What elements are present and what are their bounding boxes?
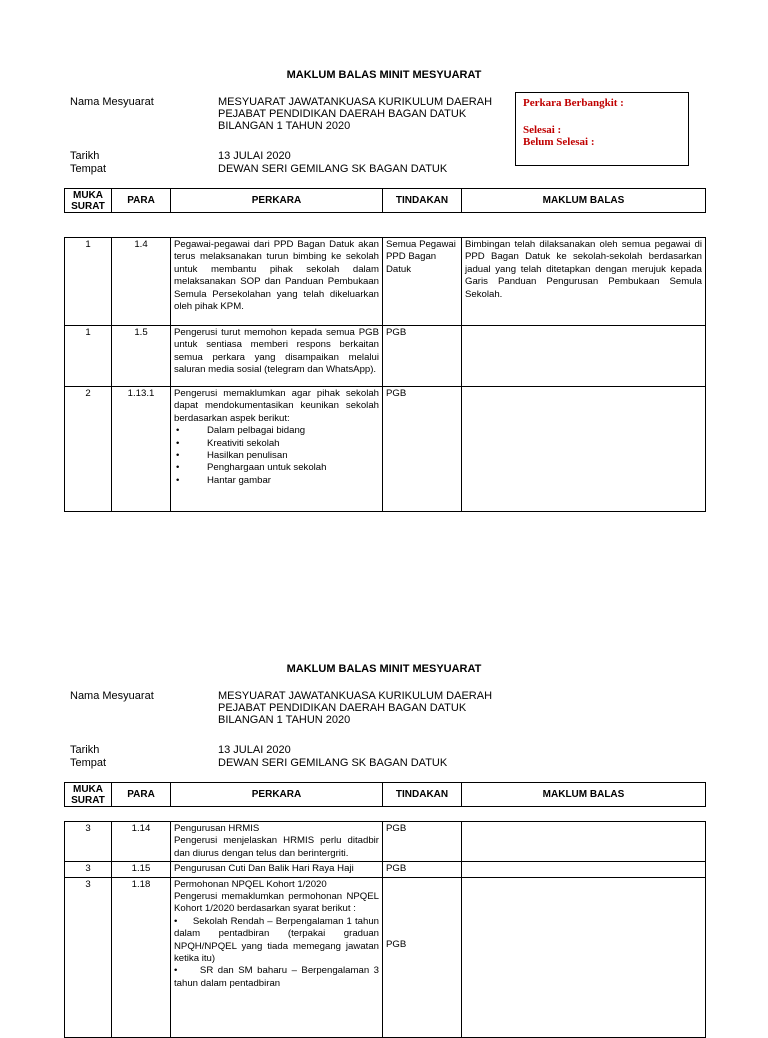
- header-table: [64, 188, 706, 213]
- cell-muka: 1: [65, 326, 112, 387]
- cell-para: 1.4: [112, 238, 171, 326]
- nama-mesyuarat-value: [218, 96, 518, 132]
- table-row: [65, 822, 706, 862]
- cell-muka: 1: [65, 238, 112, 326]
- cell-maklum-balas: [462, 862, 706, 877]
- cell-para: 1.14: [112, 822, 171, 862]
- list-item: [174, 916, 379, 966]
- header-para: PARA: [112, 189, 171, 213]
- table-row: [65, 877, 706, 1037]
- cell-para: 1.18: [112, 877, 171, 1037]
- perkara-text: Pengerusi menjelaskan HRMIS perlu ditadbir dan diurus dengan telus dan berintergriti.: [174, 835, 379, 859]
- cell-muka: 2: [65, 387, 112, 512]
- nama-line: MESYUARAT JAWATANKUASA KURIKULUM DAERAH: [218, 96, 493, 108]
- cell-tindakan: PGB: [383, 862, 462, 877]
- list-item: • Hasilkan penulisan: [174, 450, 379, 462]
- list-item: • Kreativiti sekolah: [174, 438, 379, 450]
- minutes-table: [64, 237, 706, 512]
- cell-muka: 3: [65, 822, 112, 862]
- header-maklum-balas: MAKLUM BALAS: [462, 189, 706, 213]
- list-item: • Penghargaan untuk sekolah: [174, 462, 379, 474]
- nama-line: PEJABAT PENDIDIKAN DAERAH BAGAN DATUK: [218, 702, 467, 714]
- document-title: MAKLUM BALAS MINIT MESYUARAT: [286, 69, 482, 81]
- header-tindakan: TINDAKAN: [383, 783, 462, 807]
- perkara-title: Permohonan NPQEL Kohort 1/2020: [174, 878, 327, 890]
- tarikh-value: 13 JULAI 2020: [218, 744, 291, 756]
- bullet-icon: •: [174, 965, 200, 977]
- cell-perkara: [171, 822, 383, 862]
- cell-muka: 3: [65, 877, 112, 1037]
- cell-maklum-balas: [462, 387, 706, 512]
- table-row: [65, 326, 706, 387]
- nama-line: MESYUARAT JAWATANKUASA KURIKULUM DAERAH: [218, 690, 493, 702]
- nama-mesyuarat-label: Nama Mesyuarat: [70, 96, 154, 108]
- minutes-table: [64, 821, 706, 1038]
- cell-maklum-balas: [462, 877, 706, 1037]
- document-title: MAKLUM BALAS MINIT MESYUARAT: [286, 663, 482, 675]
- perkara-title: Pengurusan HRMIS: [174, 823, 260, 834]
- header-tindakan: TINDAKAN: [383, 189, 462, 213]
- table-row: [65, 862, 706, 877]
- status-box: [515, 92, 689, 166]
- header-muka-surat: MUKA SURAT: [65, 783, 112, 807]
- cell-tindakan: Semua Pegawai PPD Bagan Datuk: [383, 238, 462, 326]
- perkara-berbangkit-label: Perkara Berbangkit :: [523, 97, 624, 109]
- header-perkara: PERKARA: [171, 783, 383, 807]
- header-muka-surat: MUKA SURAT: [65, 189, 112, 213]
- list-item-text: SR dan SM baharu – Berpengalaman 3 tahun dalam pentadbiran: [174, 965, 379, 989]
- cell-tindakan: PGB: [383, 822, 462, 862]
- tindakan-text: PGB: [386, 938, 407, 950]
- header-para: PARA: [112, 783, 171, 807]
- list-item: [174, 965, 379, 990]
- cell-perkara: Pengerusi turut memohon kepada semua PGB untuk sentiasa memberi respons berkaitan semua perkara yang disampaikan melalui saluran media sosial (telegram dan WhatsApp).: [171, 326, 383, 387]
- nama-line: PEJABAT PENDIDIKAN DAERAH BAGAN DATUK: [218, 108, 467, 120]
- cell-para: 1.5: [112, 326, 171, 387]
- header-maklum-balas: MAKLUM BALAS: [462, 783, 706, 807]
- cell-para: 1.13.1: [112, 387, 171, 512]
- tarikh-label: Tarikh: [70, 744, 100, 756]
- bullet-list: [174, 425, 379, 487]
- nama-mesyuarat-label: Nama Mesyuarat: [70, 690, 154, 702]
- cell-tindakan: PGB: [383, 326, 462, 387]
- cell-maklum-balas: Bimbingan telah dilaksanakan oleh semua pegawai di PPD Bagan Datuk ke sekolah-sekolah berdasarkan jadual yang telah ditetapkan dengan merujuk kepada Garis Panduan Pengurusan Pembukaan Semula Sekolah.: [462, 238, 706, 326]
- cell-maklum-balas: [462, 326, 706, 387]
- tempat-value: DEWAN SERI GEMILANG SK BAGAN DATUK: [218, 757, 448, 769]
- cell-tindakan: PGB: [383, 387, 462, 512]
- cell-perkara: [171, 877, 383, 1037]
- table-row: [65, 387, 706, 512]
- perkara-text: Pengerusi memaklumkan agar pihak sekolah dapat mendokumentasikan keunikan sekolah berdasarkan aspek berikut:: [174, 388, 379, 424]
- tarikh-value: 13 JULAI 2020: [218, 150, 291, 162]
- cell-perkara: Pengurusan Cuti Dan Balik Hari Raya Haji: [171, 862, 383, 877]
- cell-maklum-balas: [462, 822, 706, 862]
- tarikh-label: Tarikh: [70, 150, 100, 162]
- table-row: [65, 238, 706, 326]
- header-perkara: PERKARA: [171, 189, 383, 213]
- nama-line: BILANGAN 1 TAHUN 2020: [218, 120, 351, 132]
- tempat-label: Tempat: [70, 757, 107, 769]
- header-table: [64, 782, 706, 807]
- tempat-value: DEWAN SERI GEMILANG SK BAGAN DATUK: [218, 163, 448, 175]
- list-item: • Hantar gambar: [174, 475, 379, 487]
- list-item: • Dalam pelbagai bidang: [174, 425, 379, 437]
- cell-tindakan: [383, 877, 462, 1037]
- nama-mesyuarat-value: [218, 690, 518, 726]
- perkara-text: Pengerusi memaklumkan permohonan NPQEL Kohort 1/2020 berdasarkan syarat berikut :: [174, 891, 379, 915]
- cell-para: 1.15: [112, 862, 171, 877]
- cell-perkara: [171, 387, 383, 512]
- selesai-label: Selesai :: [523, 124, 562, 136]
- cell-perkara: Pegawai-pegawai dari PPD Bagan Datuk akan terus melaksanakan turun bimbing ke sekolah untuk membantu pihak sekolah dalam melaksanakan SOP dan Panduan Pembukaan Semula Persekolahan yang telah dikeluarkan oleh pihak KPM.: [171, 238, 383, 326]
- belum-selesai-label: Belum Selesai :: [523, 136, 595, 148]
- tempat-label: Tempat: [70, 163, 107, 175]
- cell-muka: 3: [65, 862, 112, 877]
- nama-line: BILANGAN 1 TAHUN 2020: [218, 714, 351, 726]
- bullet-icon: •: [174, 915, 193, 927]
- list-item-text: Sekolah Rendah – Berpengalaman 1 tahun dalam pentadbiran (terpakai graduan NPQH/NPQEL yang tiada memegang jawatan ketika itu): [174, 915, 379, 965]
